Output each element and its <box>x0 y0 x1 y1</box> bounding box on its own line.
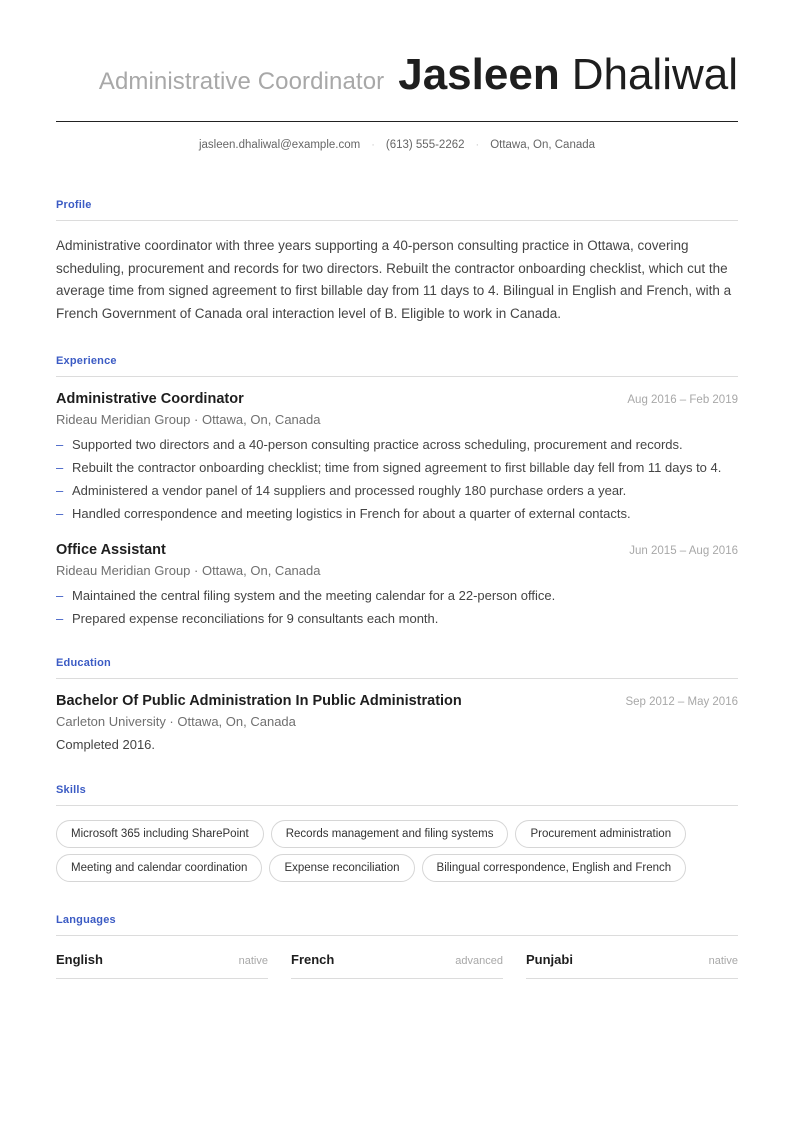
language-item <box>291 952 503 979</box>
skills-list <box>56 820 738 888</box>
experience-section <box>56 355 738 629</box>
bullet-dash: – <box>56 588 64 603</box>
header-role: Administrative Coordinator <box>98 68 385 95</box>
profile-section <box>56 199 738 325</box>
bullet-dash: – <box>56 437 64 452</box>
contact-phone[interactable]: (613) 555-2262 <box>385 139 465 151</box>
school-name: Carleton University · Ottawa, On, Canada <box>56 714 296 729</box>
language-name: French <box>291 952 335 967</box>
job-entry <box>56 542 738 629</box>
profile-summary: Administrative coordinator with three years supporting a 40-person consulting practice in Ottawa, covering scheduling, procurement and records for two directors. Rebuilt the contractor onboarding checklist, which cut the average time from signed agreement to first billable day from 11 days to 4. Bilingual in English and French, with a French Government of Canada oral interaction level of B. Eligible to work in Canada. <box>56 238 732 321</box>
header-last-name: Dhaliwal <box>571 50 738 99</box>
job-dates: Aug 2016 – Feb 2019 <box>627 394 738 406</box>
contact-line <box>56 139 738 151</box>
job-bullets <box>56 586 738 629</box>
section-title-languages: Languages <box>56 914 738 936</box>
contact-separator: · <box>475 139 480 151</box>
job-bullet-text: Rebuilt the contractor onboarding checklist; time from signed agreement to first billable day fell from 11 days to 4. <box>72 460 722 475</box>
languages-list <box>56 952 738 979</box>
language-name: English <box>56 952 103 967</box>
job-bullet <box>56 458 738 478</box>
resume-header <box>56 50 738 106</box>
job-bullet-text: Prepared expense reconciliations for 9 consultants each month. <box>72 611 439 626</box>
job-dates: Jun 2015 – Aug 2016 <box>629 545 738 557</box>
skill-chip: Meeting and calendar coordination <box>56 854 262 882</box>
contact-location: Ottawa, On, Canada <box>490 139 596 151</box>
job-bullet-text: Administered a vendor panel of 14 suppliers and processed roughly 180 purchase orders a year. <box>72 483 627 498</box>
bullet-dash: – <box>56 506 64 521</box>
header-divider <box>56 121 738 122</box>
section-title-skills: Skills <box>56 784 738 806</box>
skill-chip: Expense reconciliation <box>269 854 414 882</box>
section-title-profile: Profile <box>56 199 738 221</box>
education-note: Completed 2016. <box>56 737 156 752</box>
job-bullet <box>56 609 738 629</box>
job-bullets <box>56 435 738 524</box>
language-level: advanced <box>455 955 503 967</box>
skills-section <box>56 784 738 888</box>
job-bullet <box>56 586 738 606</box>
job-organization: Rideau Meridian Group · Ottawa, On, Canada <box>56 563 321 578</box>
job-organization: Rideau Meridian Group · Ottawa, On, Canada <box>56 412 321 427</box>
education-section <box>56 657 738 752</box>
skill-chip: Procurement administration <box>515 820 686 848</box>
education-dates: Sep 2012 – May 2016 <box>625 696 738 708</box>
language-level: native <box>238 955 268 967</box>
job-title: Office Assistant <box>56 542 166 558</box>
languages-section <box>56 914 738 979</box>
job-bullet-text: Handled correspondence and meeting logistics in French for about a quarter of external contacts. <box>72 506 631 521</box>
language-level: native <box>708 955 738 967</box>
degree-title: Bachelor Of Public Administration In Public Administration <box>56 693 462 709</box>
job-bullet <box>56 435 738 455</box>
header-first-name: Jasleen <box>398 50 560 99</box>
job-entry <box>56 391 738 524</box>
skill-chip: Microsoft 365 including SharePoint <box>56 820 264 848</box>
bullet-dash: – <box>56 611 64 626</box>
education-entry <box>56 693 738 752</box>
section-title-experience: Experience <box>56 355 738 377</box>
language-item <box>56 952 268 979</box>
job-bullet-text: Maintained the central filing system and the meeting calendar for a 22-person office. <box>72 588 556 603</box>
contact-email[interactable]: jasleen.dhaliwal@example.com <box>198 139 361 151</box>
language-item <box>526 952 738 979</box>
bullet-dash: – <box>56 483 64 498</box>
section-title-education: Education <box>56 657 738 679</box>
contact-separator: · <box>371 139 375 151</box>
language-name: Punjabi <box>526 952 573 967</box>
skill-chip: Bilingual correspondence, English and French <box>422 854 687 882</box>
job-title: Administrative Coordinator <box>56 391 244 407</box>
job-bullet <box>56 481 738 501</box>
job-bullet-text: Supported two directors and a 40-person consulting practice across scheduling, procurement and records. <box>72 437 683 452</box>
bullet-dash: – <box>56 460 64 475</box>
skill-chip: Records management and filing systems <box>271 820 509 848</box>
job-bullet <box>56 504 738 524</box>
